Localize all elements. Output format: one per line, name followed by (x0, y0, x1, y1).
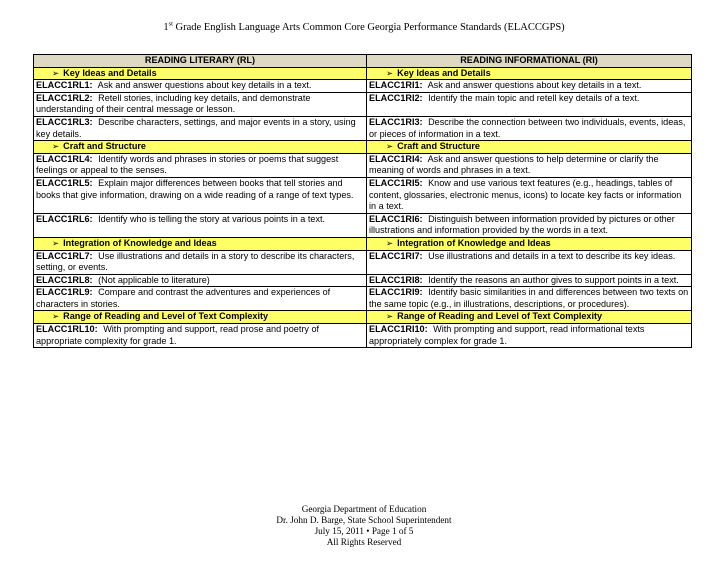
title-rest: Grade English Language Arts Common Core Georgia Performance Standards (ELACCGPS) (172, 22, 565, 33)
section-heading-label: Craft and Structure (397, 141, 480, 152)
literary-standard-cell (34, 250, 367, 274)
section-heading-label: Key Ideas and Details (397, 67, 491, 78)
arrow-bullet-icon: ➢ (386, 311, 394, 322)
literary-standard-cell (34, 177, 367, 213)
arrow-bullet-icon: ➢ (386, 67, 394, 78)
informational-standard-cell (367, 213, 692, 237)
informational-standard-cell (367, 80, 692, 93)
literary-standard-cell (34, 287, 367, 311)
standard-code: ELACC1RI2: (369, 92, 423, 103)
section-heading-row (34, 237, 692, 250)
column-header-literary: READING LITERARY (RL) (34, 55, 367, 68)
arrow-bullet-icon: ➢ (386, 237, 394, 248)
standard-text: Know and use various text features (e.g., headings, tables of content, glossaries, electronic menus, icons) to locate key facts or information in a text. (369, 177, 682, 212)
standard-code: ELACC1RI6: (369, 213, 423, 224)
arrow-bullet-icon: ➢ (386, 141, 394, 152)
informational-standard-cell (367, 250, 692, 274)
literary-standard-cell (34, 116, 367, 140)
standard-code: ELACC1RI3: (369, 116, 423, 127)
section-heading-label: Integration of Knowledge and Ideas (63, 237, 217, 248)
arrow-bullet-icon: ➢ (52, 141, 60, 152)
standard-text: Identify basic similarities in and differences between two texts on the same topic (e.g., in illustrations, descriptions, or procedures). (369, 287, 689, 309)
section-heading-label: Integration of Knowledge and Ideas (397, 237, 551, 248)
section-heading-row (34, 67, 692, 80)
standard-text: With prompting and support, read prose and poetry of appropriate complexity for grade 1. (36, 324, 320, 346)
literary-standard-cell (34, 153, 367, 177)
column-header-informational: READING INFORMATIONAL (RI) (367, 55, 692, 68)
section-heading-right (367, 67, 692, 80)
arrow-bullet-icon: ➢ (52, 311, 60, 322)
standard-text: Compare and contrast the adventures and experiences of characters in stories. (36, 287, 331, 309)
standard-text: Describe the connection between two individuals, events, ideas, or pieces of information in a text. (369, 116, 686, 139)
standard-row (34, 287, 692, 311)
standard-text: Distinguish between information provided by pictures or other illustrations and information provided by the words in a text. (369, 213, 675, 236)
footer-rights: All Rights Reserved (326, 537, 402, 547)
informational-standard-cell (367, 153, 692, 177)
standard-row (34, 250, 692, 274)
standard-code: ELACC1RI5: (369, 177, 423, 188)
section-heading-right (367, 141, 692, 154)
footer-superintendent: Dr. John D. Barge, State School Superintendent (276, 515, 452, 525)
literary-standard-cell (34, 92, 367, 116)
standard-text: Identify who is telling the story at various points in a text. (98, 213, 326, 224)
standard-code: ELACC1RI1: (369, 80, 423, 91)
section-heading-left (34, 237, 367, 250)
informational-standard-cell (367, 116, 692, 140)
standard-code: ELACC1RI8: (369, 274, 423, 285)
literary-standard-cell (34, 274, 367, 287)
literary-standard-cell (34, 324, 367, 348)
section-heading-left (34, 67, 367, 80)
section-heading-label: Range of Reading and Level of Text Complexity (63, 311, 269, 322)
literary-standard-cell (34, 80, 367, 93)
arrow-bullet-icon: ➢ (52, 237, 60, 248)
standard-row (34, 177, 692, 213)
standard-text: Identify the main topic and retell key details of a text. (428, 92, 640, 103)
standard-text: Ask and answer questions about key details in a text. (427, 80, 642, 91)
page-title (0, 22, 728, 33)
standard-text: Ask and answer questions about key details in a text. (97, 80, 312, 91)
informational-standard-cell (367, 177, 692, 213)
section-heading-label: Key Ideas and Details (63, 67, 157, 78)
standard-code: ELACC1RL1: (36, 80, 93, 91)
page-footer (0, 504, 728, 548)
standard-text: Retell stories, including key details, and demonstrate understanding of their central message or lesson. (36, 92, 311, 115)
section-heading-row (34, 141, 692, 154)
section-heading-left (34, 141, 367, 154)
informational-standard-cell (367, 287, 692, 311)
informational-standard-cell (367, 324, 692, 348)
standard-code: ELACC1RL2: (36, 92, 93, 103)
footer-department: Georgia Department of Education (301, 504, 427, 514)
standard-text: Ask and answer questions to help determine or clarify the meaning of words and phrases in a text. (369, 153, 659, 176)
standard-row (34, 116, 692, 140)
informational-standard-cell (367, 92, 692, 116)
standard-code: ELACC1RL10: (36, 324, 98, 335)
title-grade-number: 1 (163, 22, 169, 33)
standard-text: Use illustrations and details in a text to describe its key ideas. (428, 250, 676, 261)
standard-row (34, 324, 692, 348)
standard-text: Use illustrations and details in a story to describe its characters, setting, or events. (36, 250, 355, 273)
standard-code: ELACC1RL7: (36, 250, 93, 261)
standard-row (34, 213, 692, 237)
section-heading-right (367, 237, 692, 250)
informational-standard-cell (367, 274, 692, 287)
standard-text: Identify words and phrases in stories or poems that suggest feelings or appeal to the senses. (36, 153, 339, 176)
standard-code: ELACC1RL8: (36, 274, 93, 285)
standard-code: ELACC1RL5: (36, 177, 93, 188)
standard-code: ELACC1RI9: (369, 287, 423, 298)
column-header-row (34, 55, 692, 68)
section-heading-left (34, 311, 367, 324)
standard-code: ELACC1RL4: (36, 153, 93, 164)
standards-table (33, 54, 692, 348)
title-ordinal-suffix: st (168, 20, 173, 28)
section-heading-right (367, 311, 692, 324)
standard-text: Describe characters, settings, and major events in a story, using key details. (36, 116, 356, 139)
standard-code: ELACC1RI7: (369, 250, 423, 261)
standard-code: ELACC1RL6: (36, 213, 93, 224)
section-heading-row (34, 311, 692, 324)
footer-date-page: July 15, 2011 • Page 1 of 5 (314, 526, 414, 536)
standard-code: ELACC1RI10: (369, 324, 428, 335)
standard-code: ELACC1RI4: (369, 153, 423, 164)
standard-code: ELACC1RL9: (36, 287, 93, 298)
standard-row (34, 80, 692, 93)
literary-standard-cell (34, 213, 367, 237)
standard-row (34, 92, 692, 116)
standard-code: ELACC1RL3: (36, 116, 93, 127)
standard-text: (Not applicable to literature) (98, 274, 210, 285)
standard-row (34, 274, 692, 287)
arrow-bullet-icon: ➢ (52, 67, 60, 78)
standard-row (34, 153, 692, 177)
standard-text: Identify the reasons an author gives to support points in a text. (428, 274, 679, 285)
section-heading-label: Range of Reading and Level of Text Complexity (397, 311, 603, 322)
section-heading-label: Craft and Structure (63, 141, 146, 152)
standard-text: With prompting and support, read informational texts appropriately complex for grade 1. (369, 324, 645, 346)
standard-text: Explain major differences between books that tell stories and books that give information, drawing on a wide reading of a range of text types. (36, 177, 354, 200)
